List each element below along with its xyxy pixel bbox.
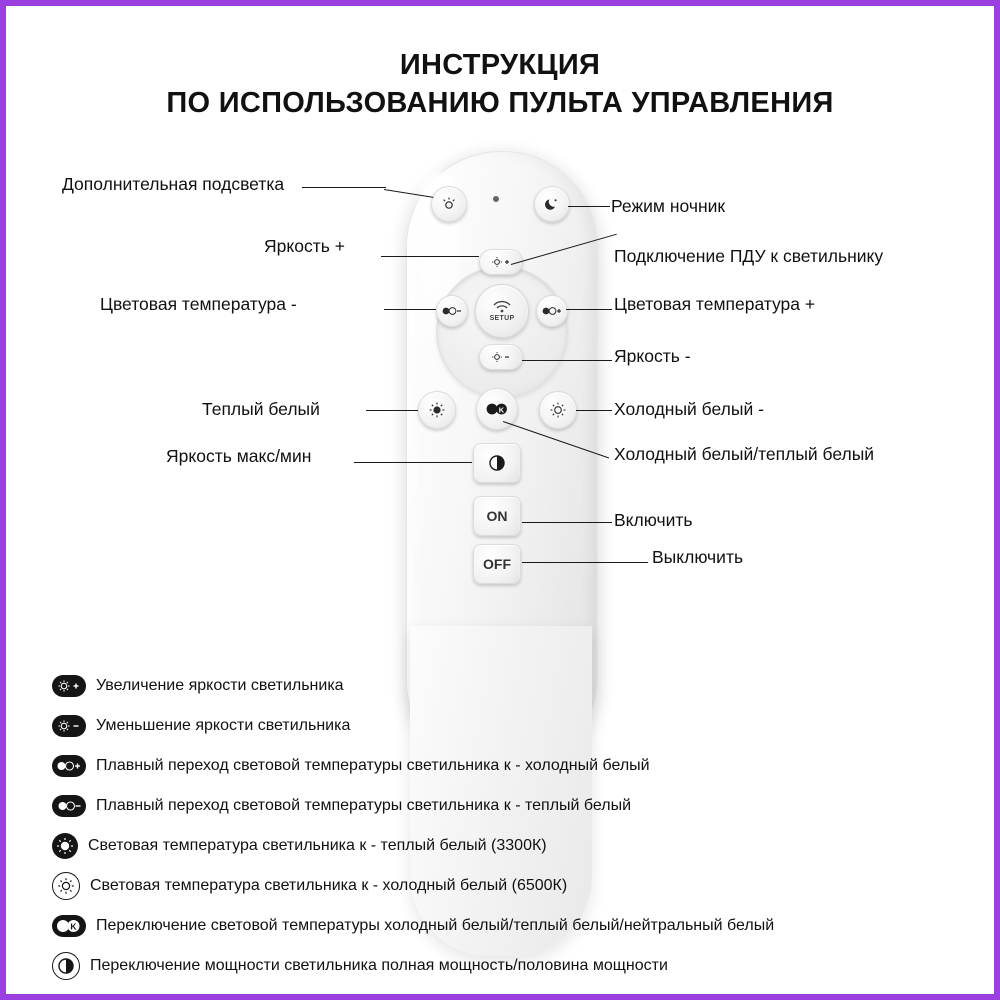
legend-text: Переключение мощности светильника полная мощность/половина мощности [90,957,668,974]
leader-line-color-temp-minus [384,309,436,310]
button-on[interactable] [473,496,521,536]
half-circle-icon [487,453,507,473]
leader-line-color-temp-plus [566,309,612,310]
legend-text: Световая температура светильника к - теплый белый (3300К) [88,837,547,854]
legend-text: Переключение световой температуры холодный белый/теплый белый/нейтральный белый [96,917,775,934]
off-label: OFF [483,556,511,572]
page-title [6,46,994,123]
callout-color-temp-minus: Цветовая температура - [100,294,297,314]
legend-text: Световая температура светильника к - холодный белый (6500К) [90,877,568,894]
leader-line-extra-light-2 [302,187,386,188]
callout-brightness-plus: Яркость + [264,236,345,256]
callout-cool-white: Холодный белый - [614,399,764,419]
kelvin-minus-icon [440,305,464,317]
callout-cool-warm: Холодный белый/теплый белый [614,444,875,464]
legend-row [52,911,972,941]
leader-line-turn-on [522,522,612,523]
half-k-icon [484,400,510,418]
title-line-1: ИНСТРУКЦИЯ [399,49,601,81]
legend-row [52,671,972,701]
legend-text: Плавный переход световой температуры светильника к - холодный белый [96,757,650,774]
leader-line-brightness-minus [522,360,612,361]
kelvin-minus-icon [52,795,86,817]
leader-line-turn-off [522,562,648,563]
kelvin-plus-icon [52,755,86,777]
kelvin-plus-icon [540,305,564,317]
button-extra-light[interactable] [431,186,467,222]
callout-extra-light: Дополнительная подсветка [62,174,285,194]
sun-minus-icon [52,715,86,737]
legend-row [52,831,972,861]
callout-brightness-max-min: Яркость макс/мин [166,446,312,466]
legend-row [52,711,972,741]
legend-row [52,951,972,981]
legend-text: Увеличение яркости светильника [96,677,344,694]
ir-led-indicator [493,196,499,202]
legend-row [52,871,972,901]
legend-text: Уменьшение яркости светильника [96,717,351,734]
svg-text:K: K [70,921,77,932]
title-line-2: ПО ИСПОЛЬЗОВАНИЮ ПУЛЬТА УПРАВЛЕНИЯ [166,87,834,120]
sun-filled-icon [428,401,446,419]
legend-row [52,791,972,821]
half-k-icon [52,915,86,937]
sun-outline-icon [549,401,567,419]
sun-outline-icon [52,872,80,900]
leader-line-warm-white [366,410,418,411]
leader-line-brightness-max-min [354,462,472,463]
sun-plus-icon [52,675,86,697]
button-color-temp-plus[interactable] [536,295,568,327]
callout-warm-white: Теплый белый [202,399,320,419]
callout-brightness-minus: Яркость - [614,346,691,366]
sun-plus-icon [487,256,515,268]
callout-pairing: Подключение ПДУ к светильнику [614,246,884,266]
button-brightness-down[interactable] [479,344,523,370]
sun-small-icon [441,196,457,212]
legend-text: Плавный переход световой температуры светильника к - теплый белый [96,797,632,814]
legend-row [52,751,972,781]
button-off[interactable] [473,544,521,584]
half-circle-icon [52,952,80,980]
svg-text:K: K [498,405,505,415]
button-night-mode[interactable] [534,186,570,222]
on-label: ON [486,508,508,524]
button-color-temp-minus[interactable] [436,295,468,327]
button-cool-white[interactable] [539,391,577,429]
sun-minus-icon [487,351,515,363]
callout-turn-off: Выключить [652,547,744,567]
setup-label: SETUP [489,315,515,322]
sun-filled-icon [52,833,78,859]
moon-icon [544,196,560,212]
callout-turn-on: Включить [614,510,693,530]
button-power-half[interactable] [473,443,521,483]
leader-line-night-mode [568,206,610,207]
legend-list [52,671,972,991]
button-setup[interactable] [475,284,529,338]
callout-color-temp-plus: Цветовая температура + [614,294,816,314]
button-warm-white[interactable] [418,391,456,429]
callout-night-mode: Режим ночник [611,196,726,216]
wifi-icon [492,300,512,313]
leader-line-cool-white [576,410,612,411]
leader-line-brightness-plus [381,256,479,257]
